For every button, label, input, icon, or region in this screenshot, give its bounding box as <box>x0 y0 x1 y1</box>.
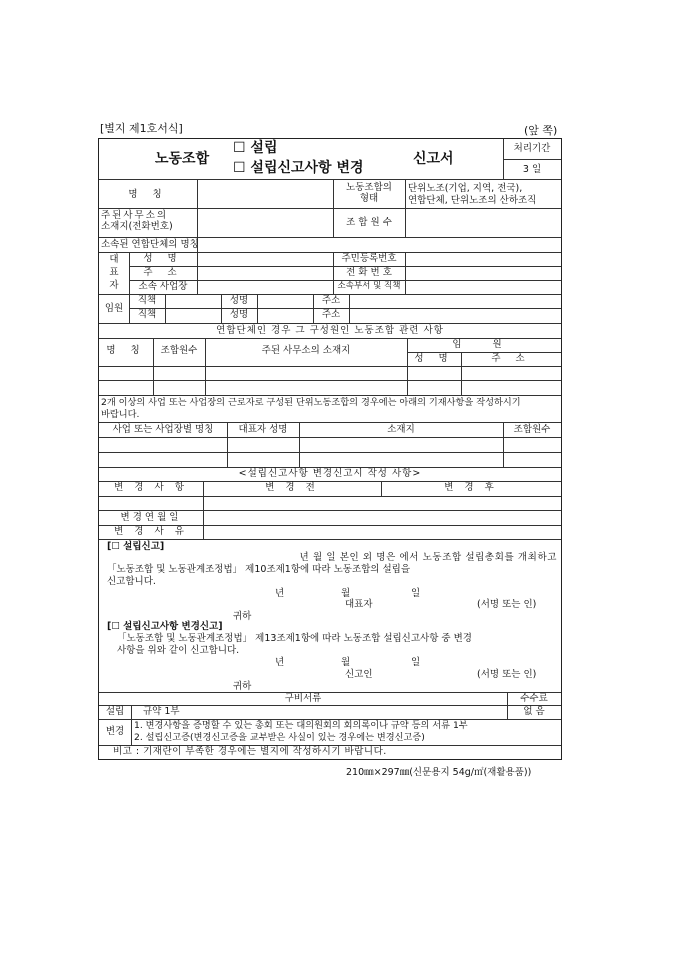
form-remark: 비고 : 기재란이 부족한 경우에는 별지에 작성하시기 바랍니다. <box>113 746 387 757</box>
form-title-report: 신고서 <box>413 151 454 167</box>
change-reason-label: 변 경 사 유 <box>114 526 188 537</box>
report-form <box>98 138 562 760</box>
officer-2-name-label: 성명 <box>229 309 249 320</box>
form-title-union: 노동조합 <box>155 151 210 167</box>
union-form-label-2: 형태 <box>359 193 379 204</box>
rep-dept-label: 소속부서 및 직책 <box>337 281 401 291</box>
change-report-text-1: 「노동조합 및 노동관계조정법」 제13조제1항에 따라 노동조합 설립신고사항 중 변경 <box>117 633 472 644</box>
chg-month-label: 월 <box>341 657 351 668</box>
chg-day-label: 일 <box>411 657 421 668</box>
union-form-options-2: 연합단체, 단위노조의 산하조직 <box>408 195 537 206</box>
change-date-label: 변경연월일 <box>120 512 182 523</box>
option-change-checkbox[interactable]: ☐ 설립신고사항 변경 <box>233 160 364 176</box>
officer-1-name-label: 성명 <box>229 295 249 306</box>
fed-col-address: 주된 사무소의 소재지 <box>261 345 351 356</box>
rep-id-number-label: 주민등록번호 <box>341 253 397 264</box>
fee-label: 수수료 <box>520 693 548 704</box>
union-form-label: 노동조합의 <box>346 182 392 193</box>
processing-period-value: 3 일 <box>522 164 542 175</box>
est-year-label: 년 <box>275 588 285 599</box>
multi-workplace-note: 2개 이상의 사업 또는 사업장의 근로자로 구성된 단위노동조합의 경우에는 아래의 기재사항을 작성하시기 <box>101 397 521 408</box>
officer-2-position-label: 직책 <box>137 309 157 320</box>
rep-side-label-3: 자 <box>109 280 119 291</box>
docs-establishment-label: 설립 <box>105 706 125 717</box>
rep-workplace-label: 소속 사업장 <box>138 281 188 292</box>
officer-1-position-label: 직책 <box>137 295 157 306</box>
form-number: [별지 제1호서식] <box>100 122 183 135</box>
docs-establishment-value: 규약 1부 <box>143 706 180 717</box>
rep-phone-label: 전 화 번 호 <box>346 267 392 278</box>
chg-signer-label: 신고인 <box>345 669 373 680</box>
change-after-label: 변 경 후 <box>444 482 498 493</box>
member-count-label: 조 합 원 수 <box>346 217 392 228</box>
establishment-report-checkbox[interactable]: [☐ 설립신고] <box>107 541 165 552</box>
establishment-text-3: 신고합니다. <box>107 576 156 587</box>
option-establishment-checkbox[interactable]: ☐ 설립 <box>233 140 278 156</box>
fed-col-name: 명 칭 <box>106 345 146 356</box>
est-day-label: 일 <box>411 588 421 599</box>
rep-name-label: 성 명 <box>143 253 183 264</box>
fee-value: 없 음 <box>523 706 545 717</box>
est-addressee: 귀하 <box>233 611 252 622</box>
processing-period-label: 처리기간 <box>513 143 551 154</box>
establishment-text-2: 「노동조합 및 노동관계조정법」 제10조제1항에 따라 노동조합의 설립을 <box>107 564 411 575</box>
est-signer-label: 대표자 <box>345 599 373 610</box>
change-section-heading: <설립신고사항 변경신고시 작성 사항> <box>238 468 422 479</box>
union-form-options: 단위노조(기업, 지역, 전국), <box>408 183 523 194</box>
est-signature-note: (서명 또는 인) <box>477 599 537 610</box>
rep-side-label-2: 표 <box>109 267 119 278</box>
mw-col-rep: 대표자 성명 <box>238 424 288 435</box>
docs-change-item-1: 1. 변경사항을 증명할 수 있는 총회 또는 대의원회의 회의록이나 규약 등의 서류 1부 <box>134 720 468 731</box>
office-address-label-2: 소재지(전화번호) <box>101 221 173 232</box>
chg-addressee: 귀하 <box>233 681 252 692</box>
fed-col-officer-address: 주 소 <box>491 353 531 364</box>
change-before-label: 변 경 전 <box>265 482 319 493</box>
federation-section-heading: 연합단체인 경우 그 구성원인 노동조합 관련 사항 <box>216 325 444 336</box>
mw-col-members: 조합원수 <box>513 424 551 435</box>
page-side-label: (앞 쪽) <box>524 124 558 137</box>
establishment-text-1: 년 월 일 본인 외 명은 에서 노동조합 설립총회를 개최하고 <box>299 552 557 563</box>
union-name-label: 명 칭 <box>128 189 168 200</box>
rep-side-label-1: 대 <box>109 254 119 265</box>
mw-col-location: 소재지 <box>387 424 415 435</box>
change-item-label: 변 경 사 항 <box>114 482 188 493</box>
fed-col-members: 조합원수 <box>160 345 198 356</box>
multi-workplace-note-2: 바랍니다. <box>101 409 140 420</box>
chg-signature-note: (서명 또는 인) <box>477 669 537 680</box>
officer-1-address-label: 주소 <box>321 295 341 306</box>
docs-change-item-2: 2. 설립신고증(변경신고증을 교부받은 사실이 있는 경우에는 변경신고증) <box>134 732 425 743</box>
office-address-label: 주된사무소의 <box>101 210 169 221</box>
federation-name-label: 소속된 연합단체의 명칭 <box>101 239 199 250</box>
change-report-text-2: 사항을 위와 같이 신고합니다. <box>117 645 240 656</box>
mw-col-workplace: 사업 또는 사업장별 명칭 <box>112 424 214 435</box>
fed-col-officers: 임 원 <box>452 339 516 350</box>
officers-label: 임원 <box>104 303 124 314</box>
rep-address-label: 주 소 <box>143 267 183 278</box>
chg-year-label: 년 <box>275 657 285 668</box>
change-report-checkbox[interactable]: [☐ 설립신고사항 변경신고] <box>107 621 223 632</box>
documents-heading: 구비서류 <box>284 693 322 704</box>
docs-change-label: 변경 <box>105 726 125 737</box>
officer-2-address-label: 주소 <box>321 309 341 320</box>
est-month-label: 월 <box>341 588 351 599</box>
paper-spec: 210㎜×297㎜(신문용지 54g/㎡(재활용품)) <box>346 767 532 778</box>
fed-col-officer-name: 성 명 <box>414 353 454 364</box>
